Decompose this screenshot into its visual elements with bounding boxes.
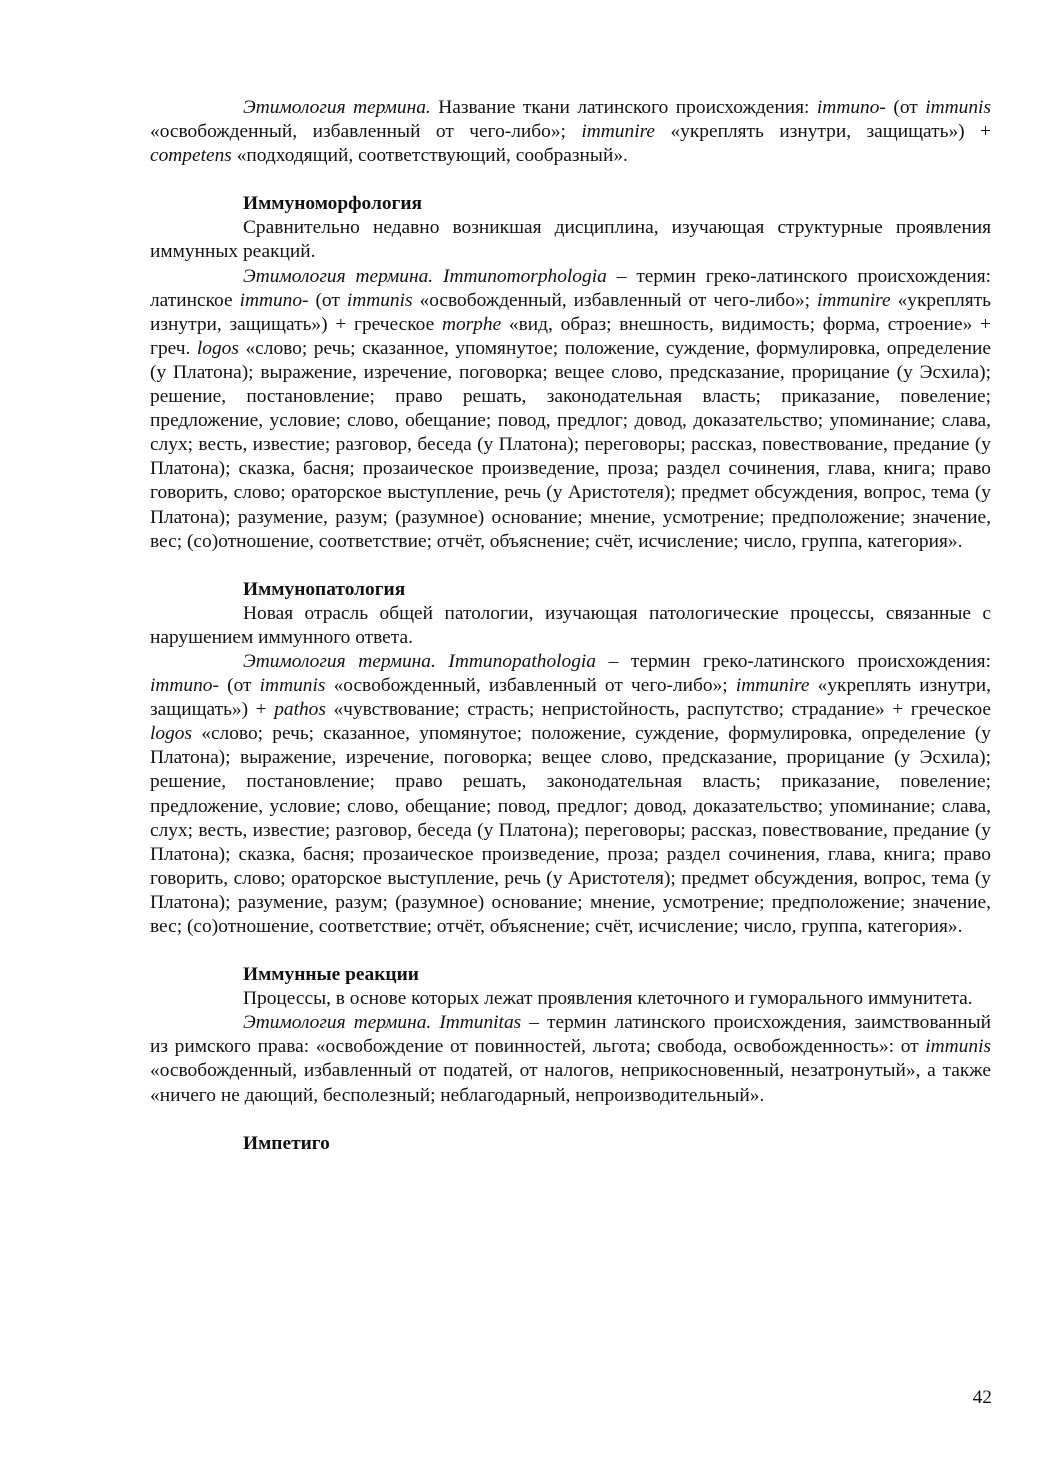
spacer <box>150 554 991 578</box>
italic-term: immunis <box>259 675 326 697</box>
italic-term: logos <box>150 723 193 745</box>
italic-term: morphe <box>441 313 502 335</box>
italic-term: Этимология термина. Immunomorphologia <box>243 265 607 287</box>
intro-etymology: Этимология термина. Название ткани латинского происхождения: immuno- (от immunis «освобожденный, избавленный от чего-либо»; immunire «укреплять изнутри, защищать») + competens «подходящий, соответствующий, сообразный». <box>150 97 991 167</box>
spacer <box>150 939 991 963</box>
italic-term: immunire <box>581 121 656 143</box>
spacer <box>150 168 991 192</box>
etymology-immunomorphology: Этимология термина. Immunomorphologia – термин греко-латинского происхождения: латинское immuno- (от immunis «освобожденный, избавленный от чего-либо»; immunire «укреплять изнутри, защищать») + греческое morphe «вид, образ; внешность, видимость; форма, строение» + греч. logos «слово; речь; сказанное, упомянутое; положение, суждение, формулировка, определение (у Платона); выражение, изречение, поговорка; вещее слово, предсказание, прорицание (у Эсхила); решение, постановление; право решать, законодательная власть; приказание, повеление; предложение, условие; слово, обещание; повод, предлог; довод, доказательство; упоминание; слава, слух; весть, известие; разговор, беседа (у Платона); переговоры; рассказ, повествование, предание (у Платона); сказка, басня; прозаическое произведение, проза; раздел сочинения, глава, книга; право говорить, слово; ораторское выступление, речь (у Аристотеля); предмет обсуждения, вопрос, тема (у Платона); разумение, разум; (разумное) основание; мнение, усмотрение; предположение; значение, вес; (со)отношение, соответствие; отчёт, объяснение; счёт, исчисление; число, группа, категория». <box>150 265 991 552</box>
italic-term: logos <box>196 337 239 359</box>
etymology-immunopathology: Этимология термина. Immunopathologia – термин греко-латинского происхождения: immuno- (от immunis «освобожденный, избавленный от чего-либо»; immunire «укреплять изнутри, защищать») + pathos «чувствование; страсть; непристойность, распутство; страдание» + греческое logos «слово; речь; сказанное, упомянутое; положение, суждение, формулировка, определение (у Платона); выражение, изречение, поговорка; вещее слово, предсказание, прорицание (у Эсхила); решение, постановление; право решать, законодательная власть; приказание, повеление; предложение, условие; слово, обещание; повод, предлог; довод, доказательство; упоминание; слава, слух; весть, известие; разговор, беседа (у Платона); переговоры; рассказ, повествование, предание (у Платона); сказка, басня; прозаическое произведение, проза; раздел сочинения, глава, книга; право говорить, слово; ораторское выступление, речь (у Аристотеля); предмет обсуждения, вопрос, тема (у Платона); разумение, разум; (разумное) основание; мнение, усмотрение; предположение; значение, вес; (со)отношение, соответствие; отчёт, объяснение; счёт, исчисление; число, группа, категория». <box>150 650 991 937</box>
definition-immune-reactions: Процессы, в основе которых лежат проявления клеточного и гуморального иммунитета. <box>243 988 973 1010</box>
italic-term: immunire <box>735 675 810 697</box>
italic-term: Этимология термина. Immunitas <box>243 1012 522 1034</box>
heading-immunopathology: Иммунопатология <box>243 578 406 600</box>
italic-term: immuno- <box>150 675 219 697</box>
heading-impetigo: Импетиго <box>243 1132 330 1154</box>
heading-immunomorphology: Иммуноморфология <box>243 193 423 215</box>
italic-term: pathos <box>274 699 326 721</box>
italic-term: immunis <box>925 97 991 118</box>
italic-term: immuno- <box>816 97 886 118</box>
definition-immunopathology: Новая отрасль общей патологии, изучающая патологические процессы, связанные с нарушением иммунного ответа. <box>150 602 991 648</box>
definition-immunomorphology: Сравнительно недавно возникшая дисциплина, изучающая структурные проявления иммунных реакций. <box>150 217 991 263</box>
italic-term: Этимология термина. <box>243 97 431 118</box>
etymology-immune-reactions: Этимология термина. Immunitas – термин латинского происхождения, заимствованный из римского права: «освобождение от повинностей, льгота; свобода, освобожденность»: от immunis «освобожденный, избавленный от податей, от налогов, неприкосновенный, незатронутый», а также «ничего не дающий, бесполезный; неблагодарный, непроизводительный». <box>150 1012 991 1106</box>
italic-term: competens <box>150 145 232 167</box>
italic-term: Этимология термина. Immunopathologia <box>243 650 597 672</box>
italic-term: immunis <box>346 289 413 311</box>
heading-immune-reactions: Иммунные реакции <box>243 964 419 986</box>
page-number: 42 <box>972 1387 992 1408</box>
spacer <box>150 1108 991 1132</box>
italic-term: immuno- <box>239 289 309 311</box>
italic-term: immunis <box>925 1036 991 1058</box>
document-page <box>150 96 991 1156</box>
italic-term: immunire <box>817 289 891 311</box>
